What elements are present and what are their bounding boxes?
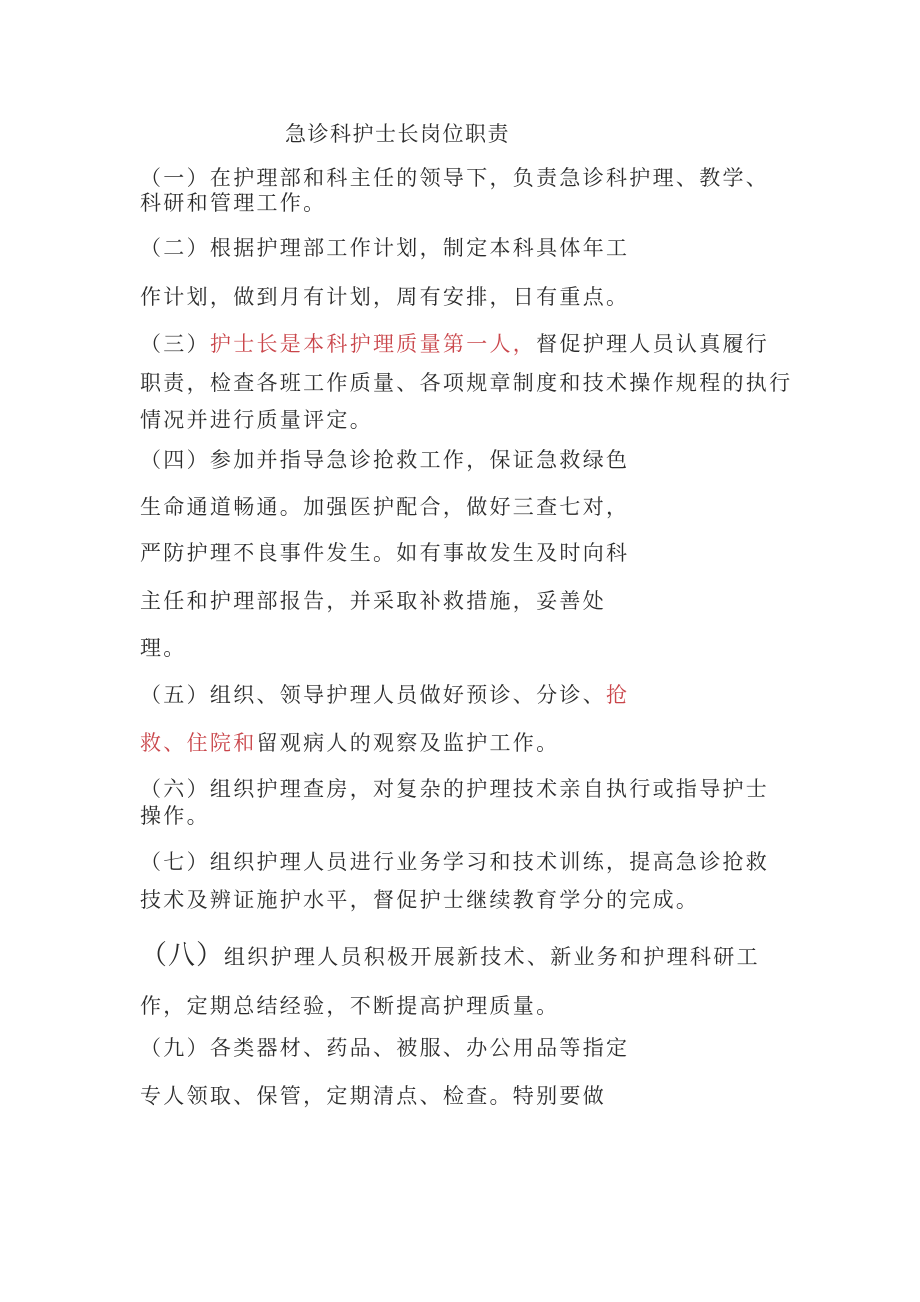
highlighted-text: 抢 [606,683,630,707]
text-segment: 督促护理人员认真履行 [536,332,770,356]
text-segment: 留观病人的观察及监护工作。 [256,731,560,755]
text-line [140,166,769,190]
highlighted-text: 救、住院和 [140,731,257,755]
text-segment: （六）组织护理查房，对复杂的护理技术亲自执行或指导护士 [140,777,770,801]
text-line [140,888,699,912]
text-line [140,804,210,828]
large-numeral-segment: （八） [140,940,224,971]
text-line [140,236,629,260]
text-segment: 专人领取、保管，定期清点、检查。特别要做 [140,1084,606,1108]
text-line [140,285,629,309]
document-title: 急诊科护士长岗位职责 [285,122,510,146]
text-line [140,332,769,356]
text-segment: （三） [140,332,210,356]
text-line [140,683,629,707]
text-line [140,191,326,215]
text-segment: 情况并进行质量评定。 [140,408,373,432]
text-segment: 组织护理人员积极开展新技术、新业务和护理科研工 [224,945,760,969]
text-segment: 技术及辨证施护水平，督促护士继续教育学分的完成。 [140,888,700,912]
text-line [140,1036,629,1060]
text-segment: （五）组织、领导护理人员做好预诊、分诊、 [140,683,606,707]
text-line [140,777,769,801]
text-segment: 生命通道畅通。加强医护配合，做好三查七对， [140,495,630,519]
text-line [140,448,629,472]
text-line [140,408,373,432]
text-line [140,495,629,519]
text-segment: 职责，检查各班工作质量、各项规章制度和技术操作规程的执行 [140,371,793,395]
text-line [140,589,606,613]
text-segment: 操作。 [140,804,210,828]
text-line [140,940,760,971]
text-segment: （二）根据护理部工作计划，制定本科具体年工 [140,236,630,260]
text-segment: 严防护理不良事件发生。如有事故发生及时向科 [140,541,630,565]
text-segment: （一）在护理部和科主任的领导下，负责急诊科护理、教学、 [140,166,770,190]
text-segment: （七）组织护理人员进行业务学习和技术训练，提高急诊抢救 [140,850,770,874]
text-line [140,731,559,755]
text-segment: 作，定期总结经验，不断提高护理质量。 [140,994,560,1018]
text-segment: （九）各类器材、药品、被服、办公用品等指定 [140,1036,630,1060]
text-segment: 理。 [140,636,187,660]
highlighted-text: 护士长是本科护理质量第一人， [209,332,537,356]
text-line [140,636,187,660]
text-segment: 作计划，做到月有计划，周有安排，日有重点。 [140,285,630,309]
text-segment: 科研和管理工作。 [140,191,327,215]
text-segment: 主任和护理部报告，并采取补救措施，妥善处 [140,589,606,613]
text-line [140,850,769,874]
text-line [140,541,629,565]
text-line [140,371,792,395]
text-line [140,1084,606,1108]
text-line [140,994,559,1018]
text-segment: （四）参加并指导急诊抢救工作，保证急救绿色 [140,448,630,472]
